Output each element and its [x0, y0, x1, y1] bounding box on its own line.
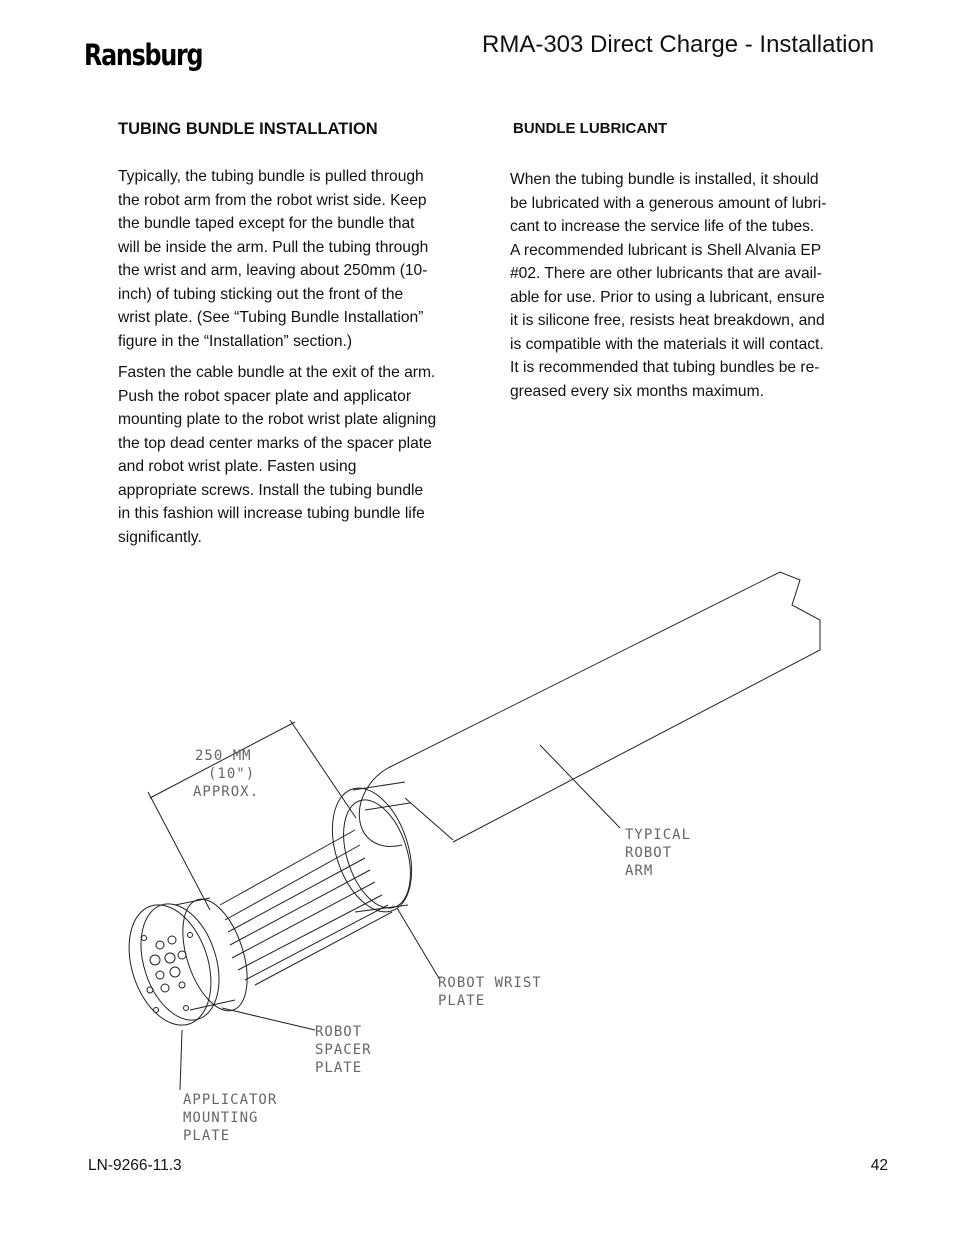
- left-column: [118, 120, 473, 557]
- dim-label-2: (10"): [208, 766, 256, 782]
- arm-label-2: ROBOT: [625, 845, 673, 861]
- section-heading-bundle-lubricant: BUNDLE LUBRICANT: [513, 120, 668, 137]
- wrist-label-1: ROBOT WRIST: [438, 975, 542, 991]
- spacer-label-3: PLATE: [315, 1060, 363, 1076]
- arm-label-1: TYPICAL: [625, 827, 692, 843]
- paragraph-tubing-2: Fasten the cable bundle at the exit of the arm. Push the robot spacer plate and applicator mounting plate to the robot wrist plate aligning the top dead center marks of the spacer plate and robot wrist plate. Fasten using appropriate screws. Install the tubing bundle in this fashion will increase tubing bundle life significantly.: [118, 364, 437, 546]
- dim-label-1: 250 MM: [195, 748, 252, 764]
- applicator-label-1: APPLICATOR: [183, 1092, 278, 1108]
- tubing-bundle-installation-figure: [120, 560, 840, 1160]
- wrist-label-2: PLATE: [438, 993, 486, 1009]
- right-column: [510, 120, 870, 411]
- applicator-label-2: MOUNTING: [183, 1110, 259, 1126]
- page-number: 42: [870, 1157, 888, 1174]
- page-title: RMA-303 Direct Charge - Installation: [482, 31, 875, 58]
- section-heading-tubing-bundle: TUBING BUNDLE INSTALLATION: [118, 120, 378, 138]
- document-number: LN-9266-11.3: [88, 1157, 182, 1174]
- robot-arm-drawing: [359, 572, 820, 846]
- paragraph-lubricant: When the tubing bundle is installed, it should be lubricated with a generous amount of lubri- cant to increase the service life of the tubes. A recommended lubricant is Shell Alvania EP #02. There are other lubricants that are avail- able for use. Prior to using a lubricant, ensure it is silicone free, resists heat breakdown, and is compatible with the materials it will contact. It is recommended that tubing bundles be re- greased every six months maximum.: [510, 171, 827, 400]
- paragraph-tubing-1: Typically, the tubing bundle is pulled through the robot arm from the robot wrist side. Keep the bundle taped except for the bundle that will be inside the arm. Pull the tubing through the wrist and arm, leaving about 250mm (10- inch) of tubing sticking out the front of the wrist plate. (See “Tubing Bundle Installation” figure in the “Installation” section.): [118, 168, 429, 350]
- spacer-label-1: ROBOT: [315, 1024, 363, 1040]
- applicator-label-3: PLATE: [183, 1128, 231, 1144]
- dim-label-3: APPROX.: [193, 784, 260, 800]
- ransburg-logo: Ransburg: [84, 38, 203, 72]
- spacer-label-2: SPACER: [315, 1042, 372, 1058]
- arm-label-3: ARM: [625, 863, 654, 879]
- applicator-plate-drawing: [120, 894, 233, 1036]
